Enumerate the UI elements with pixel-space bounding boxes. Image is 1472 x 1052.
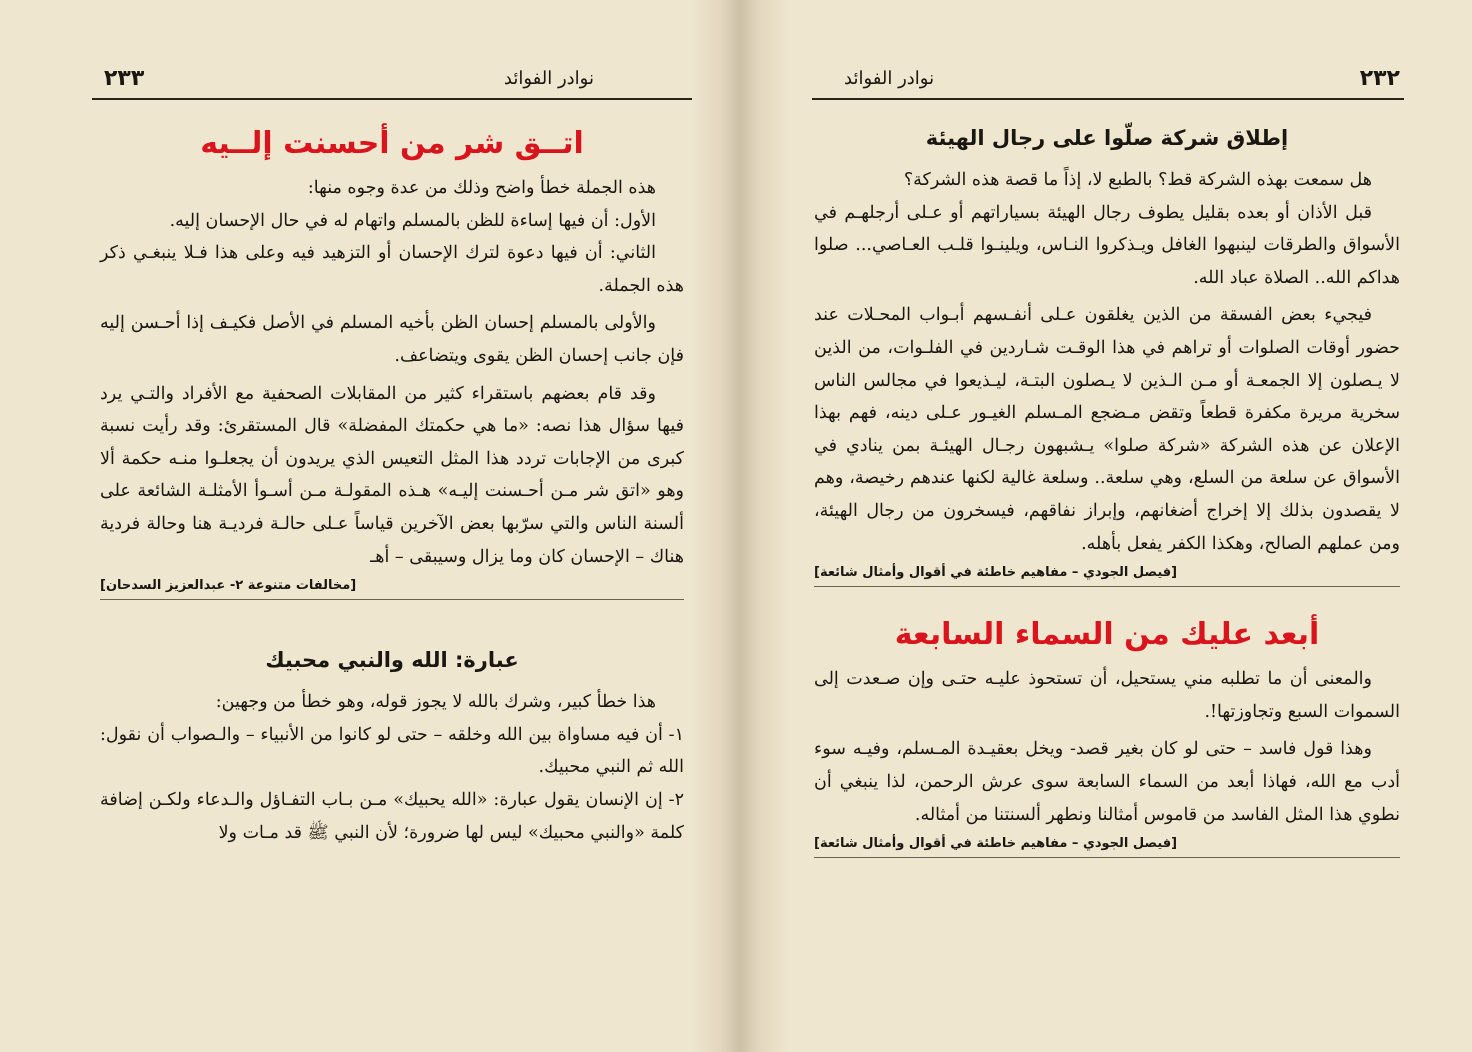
section-heading-seventh-heaven: أبعد عليك من السماء السابعة (894, 617, 1320, 653)
list-item: ٢- إن الإنسان يقول عبارة: «الله يحبيك» مـن بـاب التفـاؤل والـدعاء ولكـن إضافة كلمة «والنبي محبيك» ليس لها ضرورة؛ لأن النبي ﷺ قد مـات ولا (100, 789, 684, 843)
source-citation (100, 573, 684, 600)
section-heading-beware-evil: اتــق شر من أحسنت إلــيه (200, 126, 584, 161)
paragraph: الأول: أن فيها إساءة للظن بالمسلم واتهام له في حال الإحسان إليه. (169, 210, 656, 231)
left-page-header (92, 62, 692, 100)
paragraph: والأولى بالمسلم إحسان الظن بأخيه المسلم في الأصل فكيـف إذا أحـسن إليه فإن جانب إحسان الظن يقوى ويتضاعف. (100, 313, 684, 366)
right-book-title: نوادر الفوائد (844, 68, 935, 89)
right-page-content (814, 118, 1400, 898)
right-page (736, 0, 1472, 1052)
source-citation (814, 831, 1400, 858)
paragraph: الثاني: أن فيها دعوة لترك الإحسان أو التزهيد فيه وعلى هذا فـلا ينبغـي ذكر هذه الجملة. (100, 243, 684, 296)
right-page-header (812, 62, 1404, 100)
numbered-list (100, 719, 684, 849)
source-citation (814, 560, 1400, 587)
list-item: ١- أن فيه مساواة بين الله وخلقه – حتى لو كانوا من الأنبياء – والـصواب أن نقول: الله ثم النبي محبيك. (100, 724, 684, 778)
left-book-title: نوادر الفوائد (503, 68, 594, 89)
paragraph: هذه الجملة خطأ واضح وذلك من عدة وجوه منها: (307, 178, 656, 198)
paragraph: قبل الأذان أو بعده بقليل يطوف رجال الهيئة بسياراتهم أو عـلى أرجلهـم في الأسواق والطرقات لينبهوا الغافل ويـذكروا النـاس، ويلينـوا قلـب العـاصي... صلوا هداكم الله.. الصلاة عباد الله. (814, 202, 1400, 288)
left-page-number: ٢٣٣ (104, 66, 145, 91)
section-heading-phrase: عبارة: الله والنبي محبيك (265, 648, 519, 673)
paragraph: وهذا قول فاسد – حتى لو كان بغير قصد- ويخل بعقيـدة المـسلم، وفيـه سوء أدب مع الله، فهاذا أبعد من السماء السابعة سوى عرش الرحمن، لذا ينبغي أن نطوي هذا المثل الفاسد من قاموس أمثالنا ونطهر ألسنتنا من أمثاله. (814, 739, 1400, 825)
right-page-number: ٢٣٢ (1359, 66, 1400, 91)
source-text: [مخالفات متنوعة ٢- عبدالعزيز السدحان] (100, 578, 357, 594)
paragraph: هذا خطأ كبير، وشرك بالله لا يجوز قوله، وهو خطأ من وجهين: (215, 692, 656, 713)
paragraph: فيجيء بعض الفسقة من الذين يغلقون عـلى أنفـسهم أبـواب المحـلات عند حضور أوقات الصلوات أو تراهم في هذا الوقـت شـاردين في الفلـوات، من الذين لا يـصلون إلا الجمعـة أو مـن الـذين لا يـصلون البتـة، ليـذيعوا في مجالس الناس سخرية مريرة مكفرة قطعاً وتقض مـضجع المـسلم الغيـور عـلى دينه، فهم بهذا الإعلان عن هذه الشركة «شركة صلوا» يـشبهون رجـال الهيئـة بمن ينادي في الأسواق عن سلعة من السلع، وهي سلعة.. وسلعة غالية لكنها عندهم رخيصة، وهم لا يقصدون بذلك إلا إخراج أضغانهم، وإبراز نفاقهم، فيسخرون من رجال الهيئة، ومن عملهم الصالح، وهكذا الكفر يفعل بأهله. (814, 305, 1400, 554)
paragraph: والمعنى أن ما تطلبه مني يستحيل، أن تستحوذ عليـه حتـى وإن صـعدت إلى السموات السبع وتجاوزتها!. (814, 669, 1400, 722)
paragraph: هل سمعت بهذه الشركة قط؟ بالطبع لا، إذاً ما قصة هذه الشركة؟ (903, 170, 1372, 190)
source-text: [فيصل الجودي – مفاهيم خاطئة في أقوال وأمثال شائعة] (814, 836, 1178, 852)
source-text: [فيصل الجودي – مفاهيم خاطئة في أقوال وأمثال شائعة] (814, 565, 1178, 581)
section-heading-pray-company: إطلاق شركة صلّوا على رجال الهيئة (925, 126, 1289, 150)
left-page-content (100, 118, 684, 849)
paragraph: وقد قام بعضهم باستقراء كثير من المقابلات الصحفية مع الأفراد والتـي يرد فيها سؤال هذا نصه: «ما هي حكمتك المفضلة» قال المستقرئ: وقد رأيت نسبة كبرى من الإجابات تردد هذا المثل التعيس الذي يريدون أن يجعلـوا منـه حكمة ألا وهو «اتق شر مـن أحـسنت إليـه» هـذه المقولـة مـن أسـوأ الأمثلـة الشائعة على ألسنة الناس والتي سرّبها بعض الآخرين قياساً عـلى حالـة فرديـة هنا وحالة فردية هناك – الإحسان كان وما يزال وسيبقى – أهـ (100, 383, 684, 567)
